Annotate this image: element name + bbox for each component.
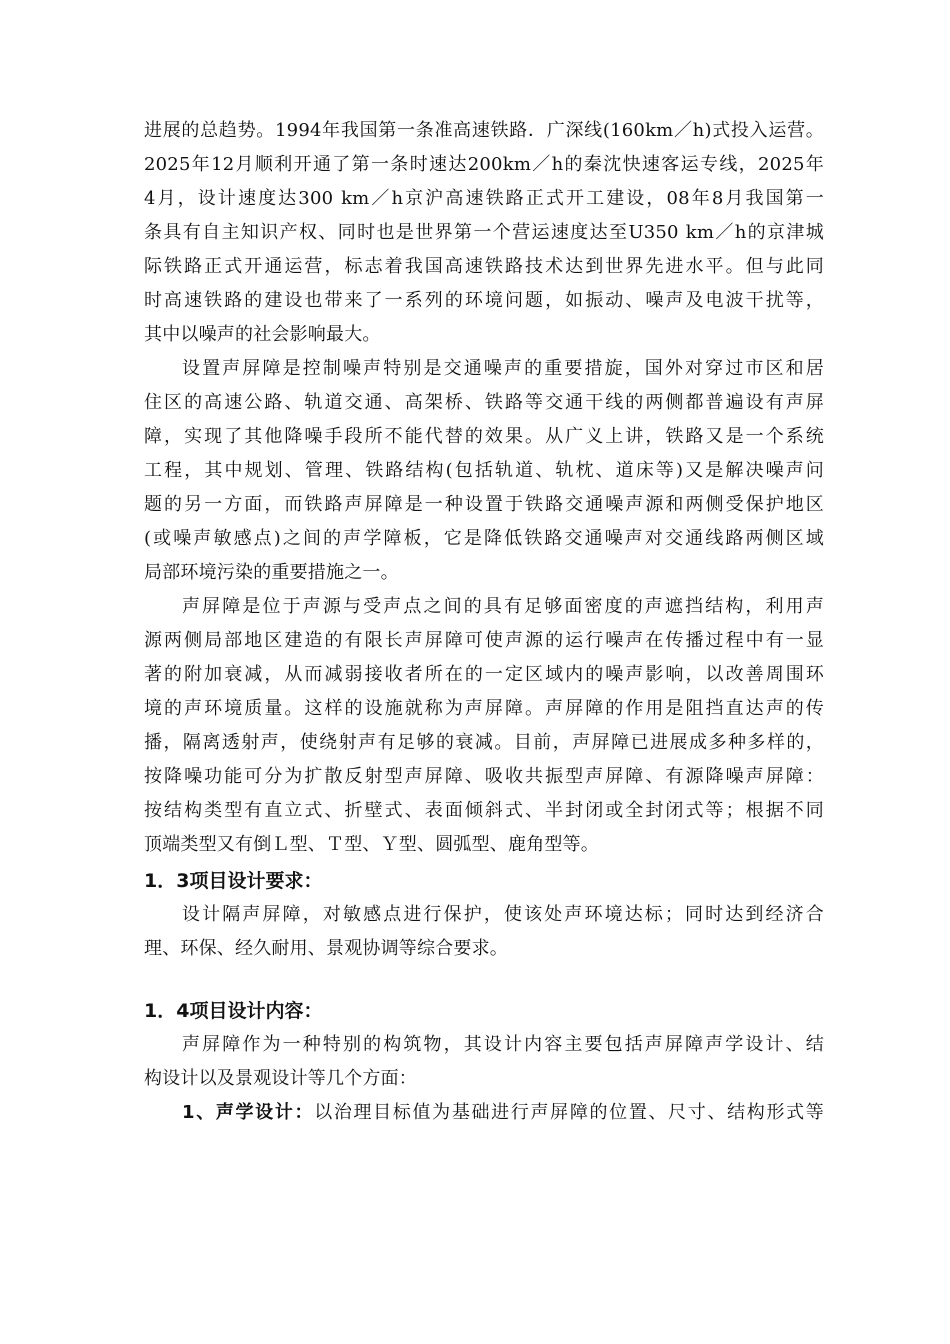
section-heading: 1．4项目设计内容： bbox=[144, 1000, 323, 1022]
text-line: 条具有自主知识产权、同时也是世界第一个营运速度达至U350 km／h的京津城 bbox=[144, 222, 824, 243]
text-line: 顶端类型又有倒Ｌ型、Ｔ型、Ｙ型、圆弧型、鹿角型等。 bbox=[144, 834, 599, 855]
text-line: 2025年12月顺利开通了第一条时速达200km／h的秦沈快速客运专线，2025年 bbox=[144, 154, 824, 175]
text-line: 按结构类型有直立式、折壁式、表面倾斜式、半封闭或全封闭式等；根据不同 bbox=[144, 800, 824, 821]
text-line: 按降噪功能可分为扩散反射型声屏障、吸收共振型声屏障、有源降噪声屏障： bbox=[144, 766, 824, 787]
text-line: 著的附加衰减，从而减弱接收者所在的一定区域内的噪声影响，以改善周围环 bbox=[144, 664, 824, 685]
list-item-lead: 1、声学设计： bbox=[182, 1102, 315, 1123]
list-item-text: 以治理目标值为基础进行声屏障的位置、尺寸、结构形式等 bbox=[314, 1102, 824, 1123]
text-line: 设置声屏障是控制噪声特别是交通噪声的重要措旋，国外对穿过市区和居 bbox=[182, 358, 824, 379]
text-line: 境的声环境质量。这样的设施就称为声屏障。声屏障的作用是阻挡直达声的传 bbox=[144, 698, 824, 719]
text-line: 4月，设计速度达300 km／h京沪高速铁路正式开工建设，08年8月我国第一 bbox=[144, 188, 824, 209]
text-line: 题的另一方面，而铁路声屏障是一种设置于铁路交通噪声源和两侧受保护地区 bbox=[144, 494, 824, 515]
text-line: 时高速铁路的建设也带来了一系列的环境问题，如振动、噪声及电波干扰等， bbox=[144, 290, 824, 311]
text-line: 源两侧局部地区建造的有限长声屏障可使声源的运行噪声在传播过程中有一显 bbox=[144, 630, 824, 651]
spacer bbox=[144, 966, 950, 992]
paragraph-3 bbox=[144, 590, 950, 862]
text-line: 设计隔声屏障，对敏感点进行保护，使该处声环境达标；同时达到经济合 bbox=[182, 904, 824, 925]
section-1-3 bbox=[144, 864, 950, 966]
paragraph-1 bbox=[144, 114, 950, 352]
text-line: 声屏障是位于声源与受声点之间的具有足够面密度的声遮挡结构，利用声 bbox=[182, 596, 824, 617]
text-line: 构设计以及景观设计等几个方面： bbox=[144, 1068, 417, 1089]
text-line: 障，实现了其他降噪手段所不能代替的效果。从广义上讲，铁路又是一个系统 bbox=[144, 426, 824, 447]
text-line: 局部环境污染的重要措施之一。 bbox=[144, 562, 399, 583]
section-1-4 bbox=[144, 994, 950, 1130]
text-line: 理、环保、经久耐用、景观协调等综合要求。 bbox=[144, 938, 508, 959]
text-line: 其中以噪声的社会影响最大。 bbox=[144, 324, 381, 345]
section-heading: 1．3项目设计要求： bbox=[144, 870, 323, 892]
text-line: 进展的总趋势。1994年我国第一条准高速铁路．广深线(160km／h)式投入运营。 bbox=[144, 120, 824, 141]
text-line: 声屏障作为一种特别的构筑物，其设计内容主要包括声屏障声学设计、结 bbox=[182, 1034, 824, 1055]
text-line: 际铁路正式开通运营，标志着我国高速铁路技术达到世界先进水平。但与此同 bbox=[144, 256, 824, 277]
text-line: (或噪声敏感点)之间的声学障板，它是降低铁路交通噪声对交通线路两侧区域 bbox=[144, 528, 824, 549]
list-item bbox=[144, 1096, 824, 1130]
text-line: 工程，其中规划、管理、铁路结构(包括轨道、轨枕、道床等)又是解决噪声问 bbox=[144, 460, 824, 481]
paragraph-2 bbox=[144, 352, 950, 590]
text-line: 播，隔离透射声，使绕射声有足够的衰减。目前，声屏障已进展成多种多样的， bbox=[144, 732, 824, 753]
text-line: 住区的高速公路、轨道交通、高架桥、铁路等交通干线的两侧都普遍设有声屏 bbox=[144, 392, 824, 413]
